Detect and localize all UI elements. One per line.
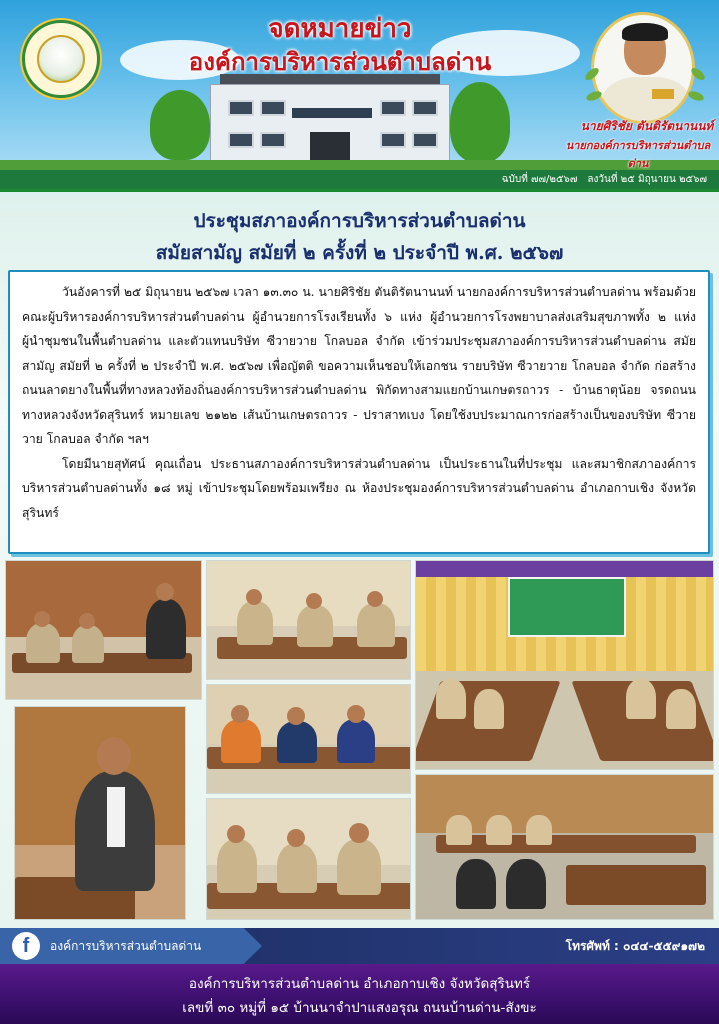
article-paragraph-1: วันอังคารที่ ๒๕ มิถุนายน ๒๕๖๗ เวลา ๑๓.๓๐ น. นายศิริชัย ตันติรัตนานนท์ นายกองค์การบริหารส่วนตำบลด่าน พร้อมด้วยคณะผู้บริหารองค์การบริหารส่วนตำบลด่าน ผู้อำนวยการโรงเรียนทั้ง ๖ แห่ง ผู้อำนวยการโรงพยาบาลส่งเสริมสุขภาพทั้ง ๒ แห่ง ผู้นำชุมชนในพื้นตำบลด่าน และตัวแทนบริษัท ซีวายวาย โกลบอล จำกัด เข้าร่วมประชุมสภาองค์การบริหารส่วนตำบลด่าน สมัยสามัญ สมัยที่ ๒ ครั้งที่ ๒ ประจำปี พ.ศ. ๒๕๖๗ เพื่อญัตติ ขอความเห็นชอบให้เอกชน รายบริษัท ซีวายวาย โกลบอล จำกัด ก่อสร้างถนนลาดยางในพื้นที่ทางหลวงท้องถิ่นองค์การบริหารส่วนตำบลด่าน พิกัดทางสามแยกบ้านเกษตรถาวร - บ้านธาตุน้อย จรดถนนทางหลวงจังหวัดสุรินทร์ หมายเลข ๒๑๒๒ เส้นบ้านเกษตรถาวร - ปราสาทเบง โดยใช้งบประมาณการก่อสร้างเป็นของบริษัท ซีวายวาย โกลบอล จำกัด ฯลฯ [22,285,696,446]
address-line-1: องค์การบริหารส่วนตำบลด่าน อำเภอกาบเชิง จังหวัดสุรินทร์ [188,976,531,992]
organization-heading: องค์การบริหารส่วนตำบลด่าน [188,47,492,76]
office-building-image [150,72,510,168]
newsletter-heading: จดหมายข่าว [268,14,412,44]
article-title-line-1: ประชุมสภาองค์การบริหารส่วนตำบลด่าน [193,210,526,232]
meeting-photo-2 [206,560,411,680]
address-line-2: เลขที่ ๓๐ หมู่ที่ ๑๕ บ้านนาจำปาแสงอรุณ ถนนบ้านด่าน-สังขะ [182,1000,537,1016]
meeting-photo-3 [415,560,714,770]
mayor-name: นายศิริชัย ตันติรัตนานนท์ [580,119,714,133]
issue-date: ลงวันที่ ๒๕ มิถุนายน ๒๕๖๗ [587,174,707,185]
meeting-photo-6 [206,798,411,920]
facebook-icon[interactable]: f [12,932,40,960]
meeting-photo-1 [5,560,202,700]
article-paragraph-2: โดยมีนายสุทัศน์ คุณเถื่อน ประธานสภาองค์การบริหารส่วนตำบลด่าน เป็นประธานในที่ประชุม และสมาชิกสภาองค์การบริหารส่วนตำบลด่านทั้ง ๑๘ หมู่ เข้าประชุมโดยพร้อมเพรียง ณ ห้องประชุมองค์การบริหารส่วนตำบลด่าน อำเภอกาบเชิง จังหวัดสุรินทร์ [22,456,696,520]
organization-logo [22,20,100,98]
meeting-photo-7 [415,774,714,920]
mayor-title: นายกองค์การบริหารส่วนตำบลด่าน [565,139,711,170]
logo-emblem-icon [37,35,85,83]
phone-number: โทรศัพท์ : ๐๔๔-๕๕๙๑๗๒ [565,939,705,953]
issue-number: ฉบับที่ ๗๗/๒๕๖๗ [501,174,578,185]
issue-info-bar [0,170,719,192]
article-title-line-2: สมัยสามัญ สมัยที่ ๒ ครั้งที่ ๒ ประจำปี พ.ศ. ๒๕๖๗ [155,242,564,264]
article-body [8,270,710,554]
meeting-photo-4 [14,706,186,920]
facebook-page-name[interactable]: องค์การบริหารส่วนตำบลด่าน [50,939,202,953]
mayor-portrait [591,12,695,124]
meeting-photo-5 [206,684,411,794]
